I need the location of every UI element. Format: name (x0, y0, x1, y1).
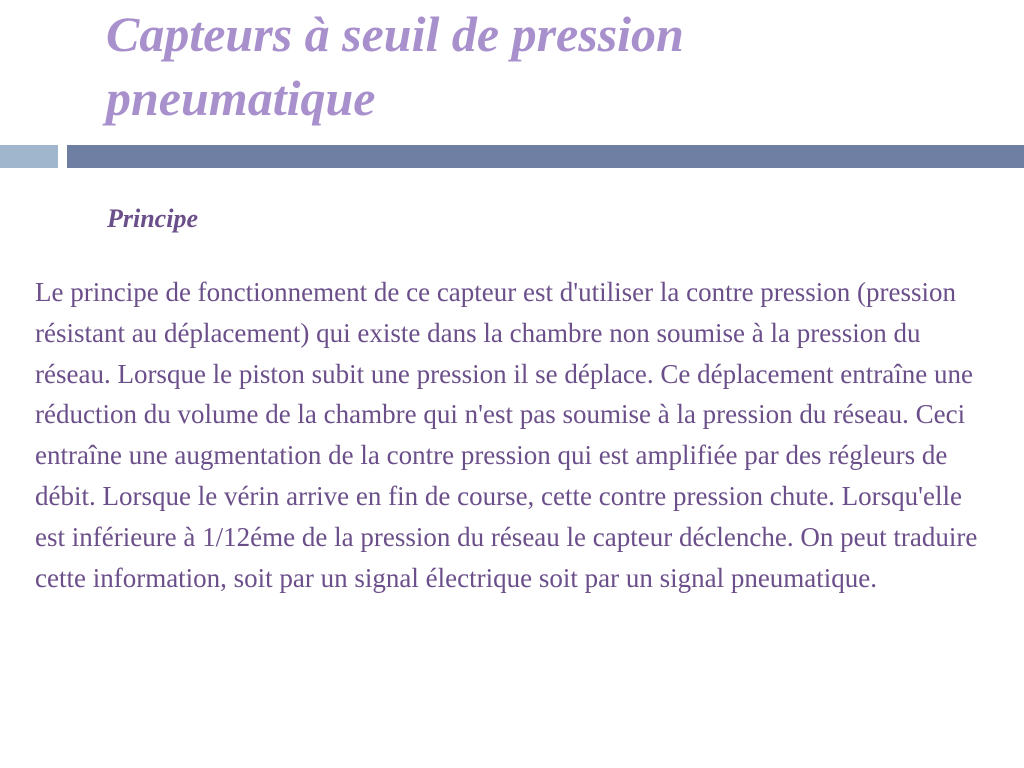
decorative-bar-right (67, 145, 1024, 168)
body-paragraph: Le principe de fonctionnement de ce capteur est d'utiliser la contre pression (pression résistant au déplacement) qui existe dans la chambre non soumise à la pression du réseau. Lorsque le piston subit une pression il se déplace. Ce déplacement entraîne une réduction du volume de la chambre qui n'est pas soumise à la pression du réseau. Ceci entraîne une augmentation de la contre pression qui est amplifiée par des régleurs de débit. Lorsque le vérin arrive en fin de course, cette contre pression chute. Lorsqu'elle est inférieure à 1/12éme de la pression du réseau le capteur déclenche. On peut traduire cette information, soit par un signal électrique soit par un signal pneumatique. (35, 277, 978, 593)
section-heading: Principe (107, 204, 198, 233)
slide-title-line-2: pneumatique (106, 70, 376, 126)
slide-title-line-1: Capteurs à seuil de pression (106, 6, 684, 62)
decorative-bar-left (0, 145, 58, 168)
slide-title (106, 2, 986, 130)
